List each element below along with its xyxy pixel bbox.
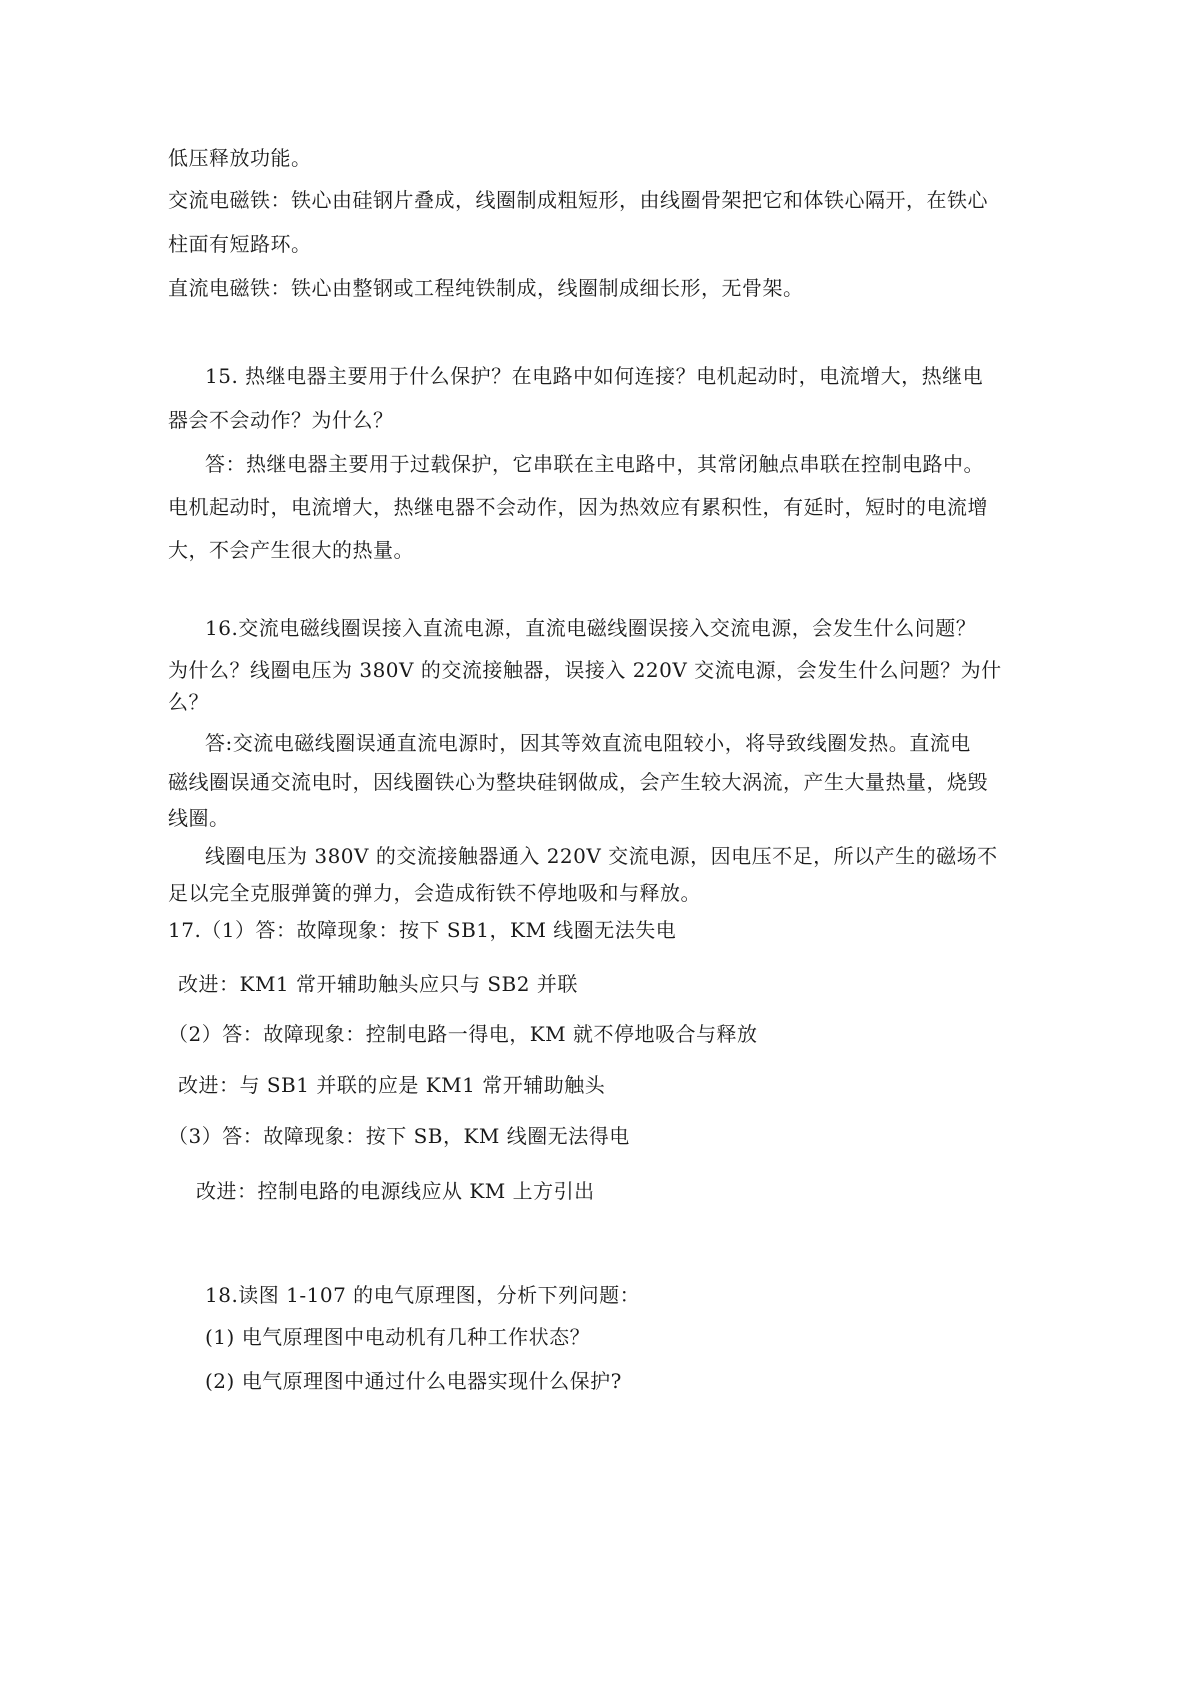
text-line: 线圈电压为 380V 的交流接触器通入 220V 交流电源，因电压不足，所以产生的磁场不 bbox=[205, 844, 998, 868]
text-line: 电机起动时，电流增大，热继电器不会动作，因为热效应有累积性，有延时，短时的电流增 bbox=[168, 495, 988, 519]
text-line: 么？ bbox=[168, 690, 209, 714]
text-line: 18.读图 1-107 的电气原理图，分析下列问题： bbox=[205, 1283, 641, 1307]
text-line: 大，不会产生很大的热量。 bbox=[168, 538, 414, 562]
text-line: (2) 电气原理图中通过什么电器实现什么保护? bbox=[205, 1369, 622, 1393]
text-line: 17.（1）答：故障现象：按下 SB1，KM 线圈无法失电 bbox=[168, 918, 677, 942]
text-line: 为什么？线圈电压为 380V 的交流接触器，误接入 220V 交流电源，会发生什么问题？为什 bbox=[168, 658, 1002, 682]
text-line: 足以完全克服弹簧的弹力，会造成衔铁不停地吸和与释放。 bbox=[168, 881, 701, 905]
text-line: 交流电磁铁：铁心由硅钢片叠成，线圈制成粗短形，由线圈骨架把它和体铁心隔开，在铁心 bbox=[168, 188, 988, 212]
text-line: 低压释放功能。 bbox=[168, 146, 312, 170]
text-line: 答:交流电磁线圈误通直流电源时，因其等效直流电阻较小，将导致线圈发热。直流电 bbox=[205, 731, 971, 755]
text-line: 15. 热继电器主要用于什么保护？在电路中如何连接？电机起动时，电流增大，热继电 bbox=[205, 364, 984, 388]
text-line: 柱面有短路环。 bbox=[168, 232, 312, 256]
text-line: 改进：KM1 常开辅助触头应只与 SB2 并联 bbox=[178, 972, 578, 996]
text-line: 改进：控制电路的电源线应从 KM 上方引出 bbox=[196, 1179, 595, 1203]
text-line: （3）答：故障现象：按下 SB，KM 线圈无法得电 bbox=[168, 1124, 630, 1148]
text-line: (1) 电气原理图中电动机有几种工作状态？ bbox=[205, 1325, 591, 1349]
text-line: 16.交流电磁线圈误接入直流电源，直流电磁线圈误接入交流电源，会发生什么问题？ bbox=[205, 616, 977, 640]
text-line: （2）答：故障现象：控制电路一得电，KM 就不停地吸合与释放 bbox=[168, 1022, 758, 1046]
text-line: 直流电磁铁：铁心由整钢或工程纯铁制成，线圈制成细长形，无骨架。 bbox=[168, 276, 804, 300]
text-line: 磁线圈误通交流电时，因线圈铁心为整块硅钢做成，会产生较大涡流，产生大量热量，烧毁 bbox=[168, 770, 988, 794]
text-line: 答：热继电器主要用于过载保护，它串联在主电路中，其常闭触点串联在控制电路中。 bbox=[205, 452, 984, 476]
text-line: 线圈。 bbox=[168, 806, 230, 830]
text-line: 器会不会动作？为什么？ bbox=[168, 408, 394, 432]
text-line: 改进：与 SB1 并联的应是 KM1 常开辅助触头 bbox=[178, 1073, 606, 1097]
